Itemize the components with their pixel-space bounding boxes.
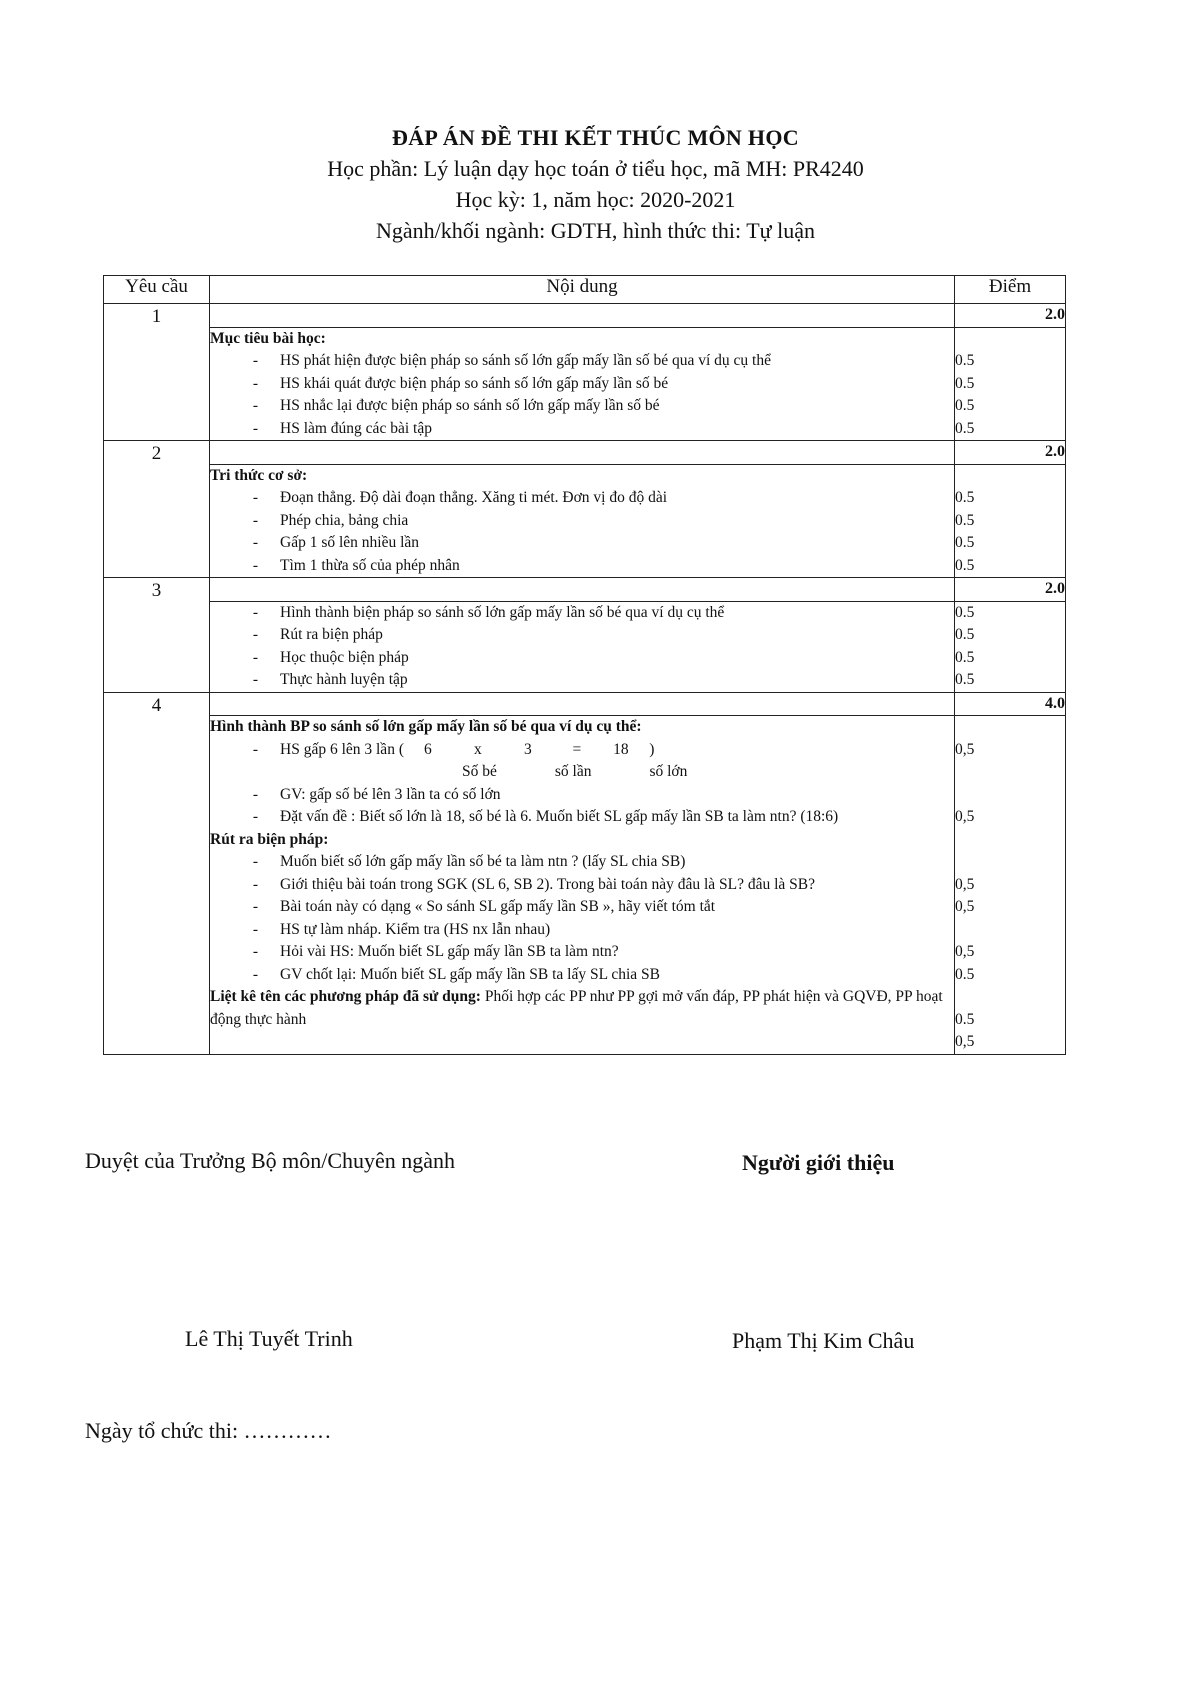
item-points: 0.5 xyxy=(955,489,975,506)
document-title: ĐÁP ÁN ĐỀ THI KẾT THÚC MÔN HỌC xyxy=(392,125,799,150)
question-3-content xyxy=(210,601,955,692)
col-header-points: Điểm xyxy=(955,276,1066,304)
list-item: - Giới thiệu bài toán trong SGK (SL 6, SB 2). Trong bài toán này đâu là SL? đâu là SB? xyxy=(252,875,816,893)
section-heading: Tri thức cơ sở: xyxy=(210,466,308,484)
major-line: Ngành/khối ngành: GDTH, hình thức thi: Tự luận xyxy=(376,218,815,243)
list-item: - Gấp 1 số lên nhiều lần xyxy=(252,534,420,551)
list-item: - Muốn biết số lớn gấp mấy lần số bé ta làm ntn ? (lấy SL chia SB) xyxy=(252,853,686,870)
question-1-row xyxy=(104,304,1066,328)
question-4-spacer xyxy=(210,692,955,716)
list-item: - HS phát hiện được biện pháp so sánh số lớn gấp mấy lần số bé qua ví dụ cụ thể xyxy=(252,352,771,369)
approver-title: Duyệt của Trưởng Bộ môn/Chuyên ngành xyxy=(85,1148,456,1173)
question-number: 2 xyxy=(104,441,210,578)
list-item: - Thực hành luyện tập xyxy=(252,671,408,688)
item-points: 0.5 xyxy=(955,671,975,688)
document-header xyxy=(0,122,1191,246)
question-1-total: 2.0 xyxy=(955,304,1066,328)
question-1-detail-row xyxy=(104,327,1066,441)
list-item: - Đặt vấn đề : Biết số lớn là 18, số bé là 6. Muốn biết SL gấp mấy lần SB ta làm ntn? (18:6) xyxy=(252,808,839,825)
course-line: Học phần: Lý luận dạy học toán ở tiểu học, mã MH: PR4240 xyxy=(327,156,864,181)
question-3-row xyxy=(104,578,1066,602)
table-header-row xyxy=(104,276,1066,304)
item-points: 0.5 xyxy=(955,511,975,529)
item-points: 0.5 xyxy=(955,352,975,369)
example-labels xyxy=(210,761,954,784)
question-3-total: 2.0 xyxy=(955,578,1066,602)
list-item: - Bài toán này có dạng « So sánh SL gấp mấy lần SB », hãy viết tóm tắt xyxy=(252,898,716,915)
question-4-detail-row xyxy=(104,716,1066,1055)
question-1-points xyxy=(955,327,1066,441)
example-equation: 6 x 3 = 18 ) xyxy=(423,740,655,758)
label-small-number: Số bé xyxy=(462,763,497,780)
item-points: 0.5 xyxy=(955,534,975,551)
section-heading: Mục tiêu bài học: xyxy=(210,329,326,347)
item-points: 0.5 xyxy=(955,603,975,621)
question-2-row xyxy=(104,441,1066,465)
label-large-number: số lớn xyxy=(649,763,688,780)
question-4-total: 4.0 xyxy=(955,692,1066,716)
question-2-points xyxy=(955,464,1066,578)
list-item: - Đoạn thẳng. Độ dài đoạn thẳng. Xăng ti mét. Đơn vị đo độ dài xyxy=(252,489,668,506)
presenter-title: Người giới thiệu xyxy=(742,1150,895,1175)
list-item: - Rút ra biện pháp xyxy=(252,626,383,643)
section-heading: Hình thành BP so sánh số lớn gấp mấy lần số bé qua ví dụ cụ thể: xyxy=(210,718,642,735)
item-points: 0.5 xyxy=(955,1010,975,1028)
item-points: 0.5 xyxy=(955,626,975,643)
approver-name: Lê Thị Tuyết Trinh xyxy=(185,1326,353,1351)
question-2-spacer xyxy=(210,441,955,465)
item-points: 0,5 xyxy=(955,1033,975,1050)
question-4-content xyxy=(210,716,955,1055)
item-points: 0,5 xyxy=(955,898,975,915)
example-item: - HS gấp 6 lên 3 lần ( 6 x 3 = 18 ) xyxy=(210,739,954,762)
list-item: - HS nhắc lại được biện pháp so sánh số lớn gấp mấy lần số bé xyxy=(252,397,660,414)
item-points: 0.5 xyxy=(955,397,975,414)
methods-label: Liệt kê tên các phương pháp đã sử dụng: xyxy=(210,988,481,1005)
section-heading: Rút ra biện pháp: xyxy=(210,830,329,848)
item-points: 0,5 xyxy=(955,808,975,825)
question-number: 3 xyxy=(104,578,210,693)
question-2-content xyxy=(210,464,955,578)
list-item: - Tìm 1 thừa số của phép nhân xyxy=(252,556,460,574)
item-points: 0.5 xyxy=(955,419,975,437)
question-3-points xyxy=(955,601,1066,692)
list-item: - Hỏi vài HS: Muốn biết SL gấp mấy lần SB ta làm ntn? xyxy=(252,943,619,960)
item-points: 0.5 xyxy=(955,965,975,983)
question-1-content xyxy=(210,327,955,441)
item-points: 0,5 xyxy=(955,875,975,893)
question-4-points xyxy=(955,716,1066,1055)
question-2-total: 2.0 xyxy=(955,441,1066,465)
exam-date: Ngày tổ chức thi: ………… xyxy=(85,1418,332,1443)
label-times: số lần xyxy=(554,763,592,780)
col-header-requirement: Yêu cầu xyxy=(104,276,210,304)
question-3-spacer xyxy=(210,578,955,602)
list-item: - HS tự làm nháp. Kiểm tra (HS nx lẫn nhau) xyxy=(252,920,551,938)
item-points: 0,5 xyxy=(955,943,975,960)
example-prefix: HS gấp 6 lên 3 lần ( xyxy=(280,740,404,758)
question-4-row xyxy=(104,692,1066,716)
list-item: - HS khái quát được biện pháp so sánh số lớn gấp mấy lần số bé xyxy=(252,374,669,392)
col-header-content: Nội dung xyxy=(210,276,955,304)
methods-paragraph xyxy=(210,986,954,1031)
presenter-name: Phạm Thị Kim Châu xyxy=(732,1328,915,1353)
semester-line: Học kỳ: 1, năm học: 2020-2021 xyxy=(455,187,736,212)
answer-table xyxy=(103,275,1066,1055)
list-item: - Học thuộc biện pháp xyxy=(252,648,409,666)
list-item: - GV: gấp số bé lên 3 lần ta có số lớn xyxy=(252,785,501,803)
list-item: - Phép chia, bảng chia xyxy=(252,511,409,529)
question-3-detail-row xyxy=(104,601,1066,692)
list-item: - Hình thành biện pháp so sánh số lớn gấp mấy lần số bé qua ví dụ cụ thể xyxy=(252,603,725,621)
item-points: 0.5 xyxy=(955,648,975,666)
list-item: - GV chốt lại: Muốn biết SL gấp mấy lần SB ta lấy SL chia SB xyxy=(252,965,660,983)
item-points: 0,5 xyxy=(955,740,975,758)
item-points: 0.5 xyxy=(955,374,975,392)
question-number: 1 xyxy=(104,304,210,441)
item-points: 0.5 xyxy=(955,556,975,574)
question-number: 4 xyxy=(104,692,210,1054)
question-2-detail-row xyxy=(104,464,1066,578)
list-item: - HS làm đúng các bài tập xyxy=(252,419,432,437)
methods-text: Phối hợp các PP như PP gợi mở vấn đáp, PP phát hiện và GQVĐ, PP hoạt động thực hành xyxy=(210,988,943,1028)
question-1-spacer xyxy=(210,304,955,328)
